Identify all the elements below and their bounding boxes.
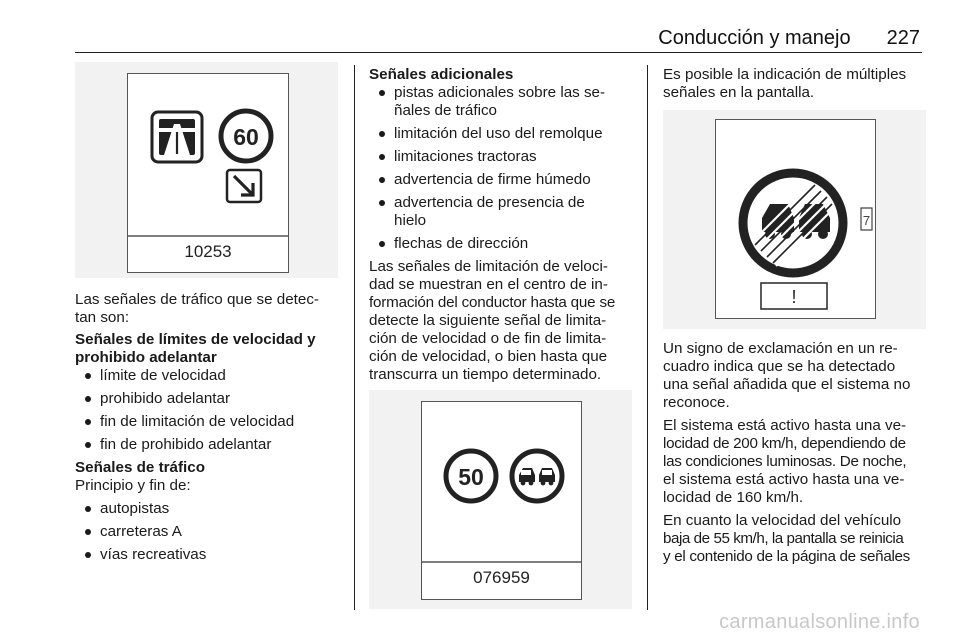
supplementary-sign-icon: [861, 208, 872, 230]
speed-limit-paragraph: [369, 258, 639, 384]
paragraph-line: las condiciones luminosas. De noche,: [663, 453, 907, 470]
heading-speed-line-2: prohibido adelantar: [75, 349, 217, 366]
activation-paragraph: [663, 417, 931, 507]
traffic-intro: Principio y fin de:: [75, 477, 191, 494]
list-item: limitaciones tractoras: [369, 148, 639, 166]
reset-paragraph: [663, 512, 931, 566]
list-item: flechas de dirección: [369, 235, 639, 253]
column-divider-2: [647, 65, 648, 610]
svg-text:!: !: [791, 287, 797, 307]
paragraph-line: ción de velocidad o de fin de limita-: [369, 330, 607, 347]
figure-1-display: [127, 73, 289, 273]
list-item: prohibido adelantar: [75, 390, 340, 408]
page-header: [658, 27, 920, 50]
additional-list: [369, 84, 639, 253]
svg-text:50: 50: [458, 464, 484, 490]
figure-3-signs: [716, 120, 875, 318]
list-item: vías recreativas: [75, 546, 340, 564]
chapter-title: Conducción y manejo: [658, 27, 851, 49]
paragraph-line: Un signo de exclamación en un re-: [663, 340, 898, 357]
paragraph-line: reconoce.: [663, 394, 730, 411]
header-rule: [75, 52, 922, 53]
figure-3-display: [715, 119, 876, 319]
column-1: [75, 291, 340, 569]
speed-limit-50-icon: [446, 451, 496, 501]
page-number: 227: [886, 27, 920, 49]
paragraph-line: cuadro indica que se ha detectado: [663, 358, 896, 375]
column-divider-1: [354, 65, 355, 610]
paragraph-line: dad se muestran en el centro de in-: [369, 276, 608, 293]
list-item: pistas adicionales sobre las se- ñales de tráfico: [369, 84, 639, 120]
paragraph-line: señales en la pantalla.: [663, 84, 815, 101]
paragraph-line: formación del conductor hasta que se: [369, 294, 616, 311]
list-item: fin de prohibido adelantar: [75, 436, 340, 454]
speed-list: [75, 367, 340, 454]
paragraph-line: una señal añadida que el sistema no: [663, 376, 911, 393]
paragraph-line: detecte la siguiente señal de limita-: [369, 312, 607, 329]
paragraph-line: transcurra un tiempo determinado.: [369, 366, 602, 383]
heading-speed-line-1: Señales de límites de velocidad y: [75, 331, 316, 348]
watermark: carmanualsonline.info: [719, 611, 920, 633]
heading-traffic: Señales de tráfico: [75, 459, 205, 476]
column-3-bottom: [663, 340, 931, 566]
list-item: advertencia de firme húmedo: [369, 171, 639, 189]
direction-arrow-sign-icon: [227, 170, 261, 202]
exclamation-paragraph: [663, 340, 931, 412]
paragraph-line: locidad de 160 km/h.: [663, 489, 804, 506]
paragraph-line: El sistema está activo hasta una ve-: [663, 417, 907, 434]
paragraph-line: Es posible la indicación de múltiples: [663, 66, 907, 83]
svg-text:7: 7: [862, 213, 871, 228]
paragraph-line: En cuanto la velocidad del vehículo: [663, 512, 902, 529]
paragraph-line: locidad de 200 km/h, dependiendo de: [663, 435, 906, 452]
end-of-no-overtaking-sign-icon: [743, 173, 843, 273]
exclamation-box-icon: [761, 283, 827, 309]
figure-2-display: [421, 401, 582, 600]
intro-line-1: Las señales de tráfico que se detec-: [75, 291, 319, 308]
intro-line-2: tan son:: [75, 309, 130, 326]
figure-2-code: 076959: [473, 568, 530, 587]
paragraph-line: baja de 55 km/h, la pantalla se reinicia: [663, 530, 904, 547]
list-item: autopistas: [75, 500, 340, 518]
paragraph-line: y el contenido de la página de señales: [663, 548, 910, 565]
list-item: advertencia de presencia de hielo: [369, 194, 639, 230]
motorway-sign-icon: [152, 112, 202, 162]
no-overtaking-sign-icon: [512, 451, 562, 501]
figure-1-code: 10253: [184, 242, 232, 261]
column-3-top: [663, 66, 928, 102]
svg-text:60: 60: [233, 124, 259, 150]
list-item: fin de limitación de velocidad: [75, 413, 340, 431]
paragraph-line: ción de velocidad, o bien hasta que: [369, 348, 608, 365]
column-2: [369, 66, 639, 384]
traffic-list: [75, 500, 340, 564]
list-item: carreteras A: [75, 523, 340, 541]
paragraph-line: el sistema está activo hasta una ve-: [663, 471, 905, 488]
list-item: límite de velocidad: [75, 367, 340, 385]
paragraph-line: Las señales de limitación de veloci-: [369, 258, 608, 275]
heading-additional: Señales adicionales: [369, 66, 514, 83]
speed-limit-60-icon: [221, 111, 271, 161]
list-item: limitación del uso del remolque: [369, 125, 639, 143]
